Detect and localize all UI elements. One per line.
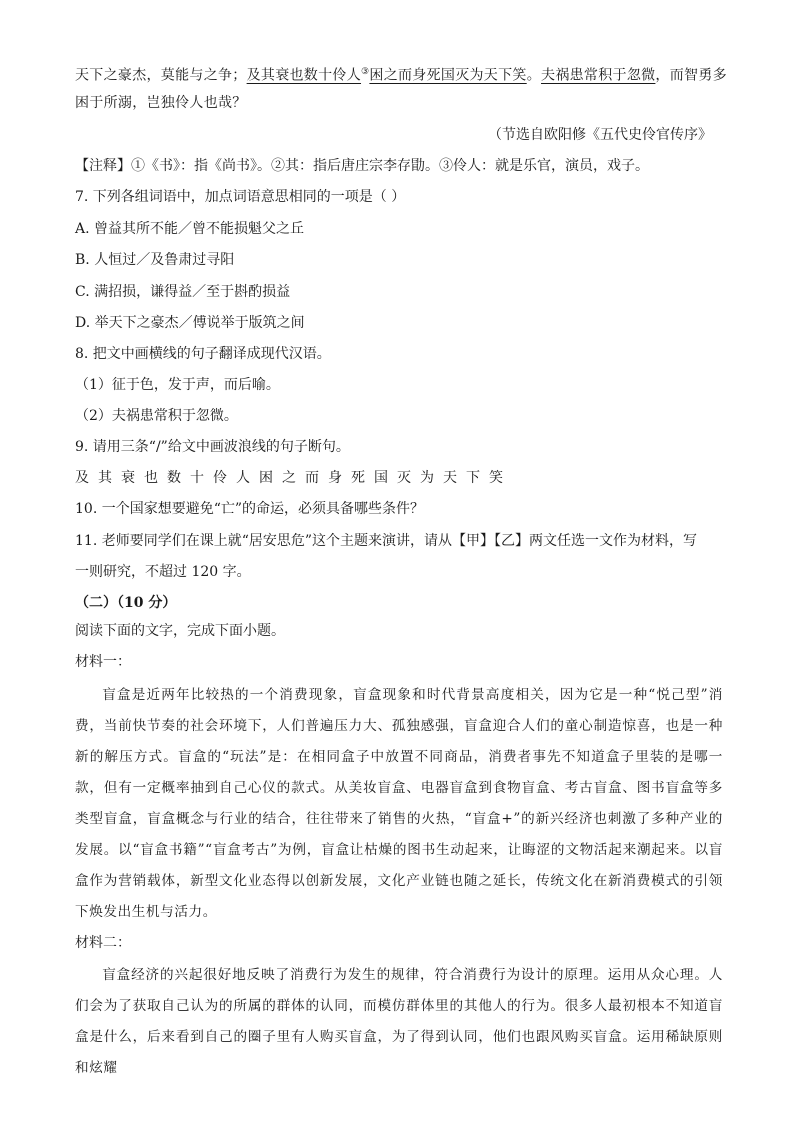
question-8: 8. 把文中画横线的句子翻译成现代汉语。 <box>75 346 331 362</box>
classical-text-line-1 <box>75 62 727 86</box>
question-7-option-b: B. 人恒过／及鲁肃过寻阳 <box>75 252 235 268</box>
question-7-option-a: A. 曾益其所不能／曾不能损魁父之丘 <box>75 221 305 237</box>
question-7: 7. 下列各组词语中，加点词语意思相同的一项是（ ） <box>75 189 406 205</box>
question-8-part-1: （1）征于色，发于声，而后喻。 <box>75 377 280 393</box>
classical-text-segment: ，而智勇多 <box>655 67 727 84</box>
material-1-paragraph: 盲盒是近两年比较热的一个消费现象，盲盒现象和时代背景高度相关，因为它是一种“悦己型”消费，当前快节奏的社会环境下，人们普遍压力大、孤独感强，盲盒迎合人们的童心制造惊喜，也是一种新的解压方式。盲盒的“玩法”是：在相同盒子中放置不同商品，消费者事先不知道盒子里装的是哪一款，但有一定概率抽到自己心仪的款式。从美妆盲盒、电器盲盒到食物盲盒、考古盲盒、图书盲盒等多类型盲盒，盲盒概念与行业的结合，往往带来了销售的火热，“盲盒+”的新兴经济也刺激了多种产业的发展。以“盲盒书籍”“盲盒考古”为例，盲盒让枯燥的图书生动起来，让晦涩的文物活起来潮起来。以盲盒作为营销载体，新型文化业态得以创新发展，文化产业链也随之延长，传统文化在新消费模式的引领下焕发出生机与活力。 <box>75 687 723 920</box>
question-8-part-2: （2）夫祸患常积于忽微。 <box>75 408 238 424</box>
classical-text-segment: 天下之豪杰，莫能与之争； <box>75 67 247 84</box>
annotation-notes: 【注释】①《书》：指《尚书》。②其：指后唐庄宗李存勖。③伶人：就是乐官，演员，戏子。 <box>75 158 649 174</box>
material-2-paragraph: 盲盒经济的兴起很好地反映了消费行为发生的规律，符合消费行为设计的原理。运用从众心理。人们会为了获取自己认为的所属的群体的认同，而模仿群体里的其他人的行为。很多人最初根本不知道盲盒是什么，后来看到自己的圈子里有人购买盲盒，为了得到认同，他们也跟风购买盲盒。运用稀缺原则和炫耀 <box>75 967 723 1076</box>
question-7-option-d: D. 举天下之豪杰／傅说举于版筑之间 <box>75 315 305 331</box>
question-11-line-1: 11. 老师要同学们在课上就“居安思危”这个主题来演讲，请从【甲】【乙】两文任选一文作为材料，写 <box>75 533 698 549</box>
material-2-label: 材料二： <box>75 935 131 951</box>
classical-text-line-2: 困于所溺，岂独伶人也哉？ <box>75 95 247 111</box>
question-7-option-c: C. 满招损，谦得益／至于斟酌损益 <box>75 284 291 300</box>
underlined-sentence: 夫祸患常积于忽微 <box>541 67 656 84</box>
classical-text-segment: 。 <box>526 67 542 84</box>
source-citation: （节选自欧阳修《五代史伶官传序》 <box>488 127 712 143</box>
section-heading: （二）（10 分） <box>75 595 177 611</box>
material-1-label: 材料一： <box>75 654 131 670</box>
wavy-underlined-sentence-end: 困之而身死国灭为天下笑 <box>369 67 527 84</box>
question-9: 9. 请用三条“/”给文中画波浪线的句子断句。 <box>75 439 350 455</box>
question-11-line-2: 一则研究，不超过 120 字。 <box>75 564 251 580</box>
footnote-marker: ③ <box>361 67 370 77</box>
wavy-underlined-sentence: 及其衰也数十伶人 <box>246 67 362 84</box>
question-10: 10. 一个国家想要避免“亡”的命运，必须具备哪些条件？ <box>75 501 425 517</box>
section-intro: 阅读下面的文字，完成下面小题。 <box>75 623 285 639</box>
question-9-sentence: 及其衰也数十伶人困之而身死国灭为天下笑 <box>75 470 512 486</box>
